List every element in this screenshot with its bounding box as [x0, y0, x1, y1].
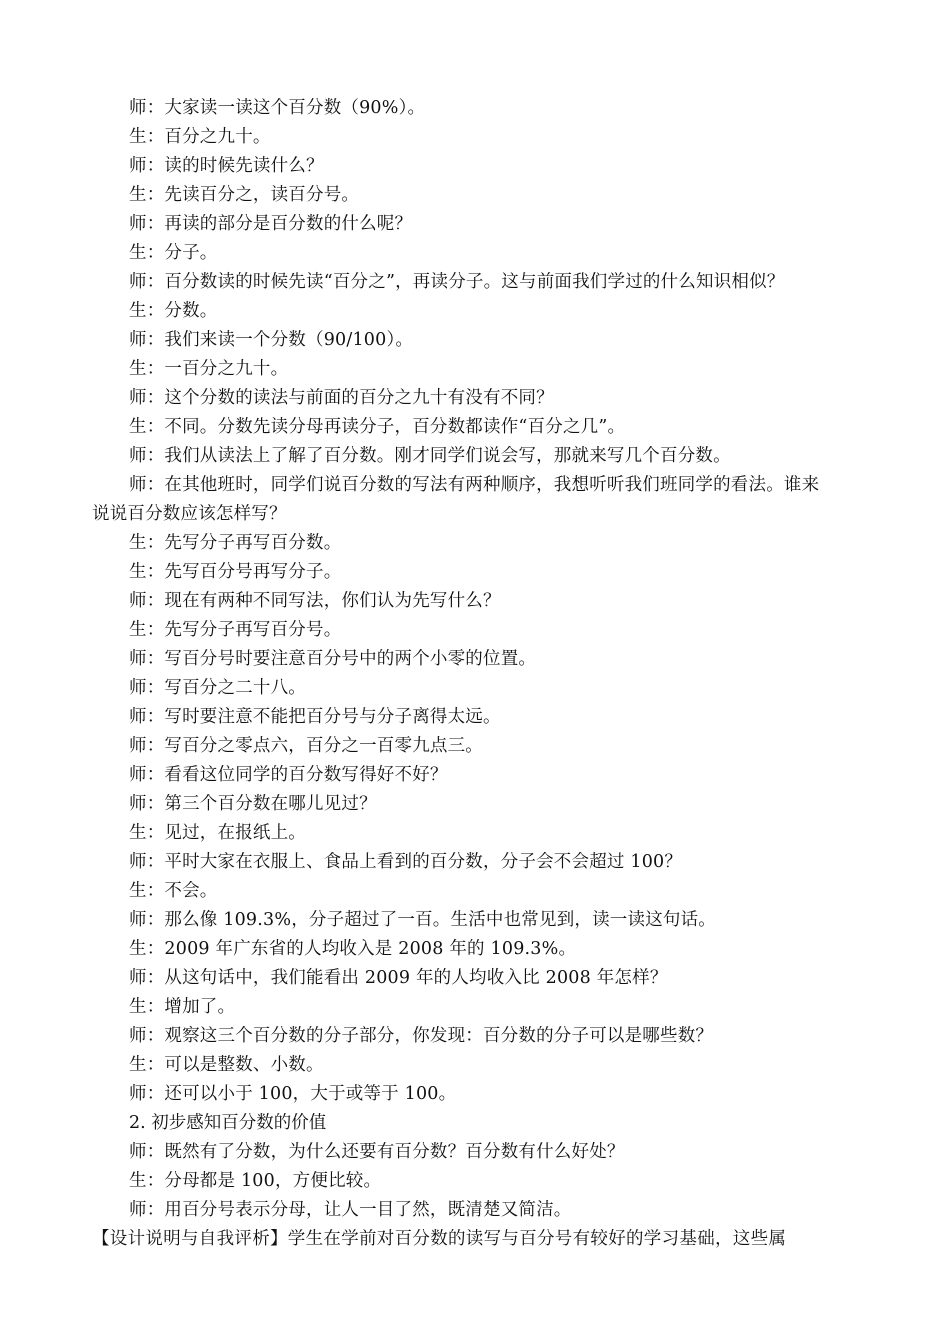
dialogue-line: 师：写百分之二十八。 [129, 678, 306, 698]
dialogue-line: 生：先写分子再写百分数。 [129, 533, 342, 553]
dialogue-line: 生：百分之九十。 [129, 127, 271, 147]
dialogue-line: 生：见过，在报纸上。 [129, 823, 306, 843]
dialogue-line: 师：写时要注意不能把百分号与分子离得太远。 [129, 707, 501, 727]
dialogue-line: 生：可以是整数、小数。 [129, 1055, 324, 1075]
dialogue-line: 生：先读百分之，读百分号。 [129, 185, 360, 205]
paragraph-first-line: 师：在其他班时，同学们说百分数的写法有两种顺序，我想听听我们班同学的看法。谁来 [129, 475, 820, 495]
dialogue-line: 师：观察这三个百分数的分子部分，你发现：百分数的分子可以是哪些数？ [129, 1026, 714, 1046]
dialogue-line: 师：这个分数的读法与前面的百分之九十有没有不同？ [129, 388, 554, 408]
dialogue-line: 生：一百分之九十。 [129, 359, 289, 379]
dialogue-line: 师：平时大家在衣服上、食品上看到的百分数，分子会不会超过 100？ [129, 852, 683, 872]
dialogue-line: 生：增加了。 [129, 997, 236, 1017]
dialogue-line: 师：我们从读法上了解了百分数。刚才同学们说会写，那就来写几个百分数。 [129, 446, 731, 466]
wrapped-paragraph [92, 471, 872, 529]
dialogue-line: 师：再读的部分是百分数的什么呢？ [129, 214, 413, 234]
dialogue-line: 师：第三个百分数在哪儿见过？ [129, 794, 377, 814]
dialogue-line: 师：看看这位同学的百分数写得好不好？ [129, 765, 448, 785]
dialogue-line: 师：读的时候先读什么？ [129, 156, 324, 176]
dialogue-line: 生：2009 年广东省的人均收入是 2008 年的 109.3%。 [129, 939, 577, 959]
dialogue-line: 师：用百分号表示分母，让人一目了然，既清楚又简洁。 [129, 1200, 572, 1220]
dialogue-line: 师：百分数读的时候先读“百分之”，再读分子。这与前面我们学过的什么知识相似？ [129, 272, 785, 292]
dialogue-line: 师：现在有两种不同写法，你们认为先写什么？ [129, 591, 501, 611]
dialogue-line: 师：那么像 109.3%，分子超过了一百。生活中也常见到，读一读这句话。 [129, 910, 716, 930]
section-heading: 2. 初步感知百分数的价值 [129, 1113, 327, 1133]
dialogue-line: 师：写百分之零点六，百分之一百零九点三。 [129, 736, 483, 756]
dialogue-line: 生：不会。 [129, 881, 218, 901]
design-note: 【设计说明与自我评析】学生在学前对百分数的读写与百分号有较好的学习基础，这些属 [92, 1229, 787, 1249]
dialogue-line: 生：分数。 [129, 301, 218, 321]
dialogue-line: 生：先写分子再写百分号。 [129, 620, 342, 640]
dialogue-line: 生：不同。分数先读分母再读分子，百分数都读作“百分之几”。 [129, 417, 626, 437]
dialogue-line: 生：分子。 [129, 243, 218, 263]
paragraph-continuation-line: 说说百分数应该怎样写？ [92, 504, 287, 524]
dialogue-line: 生：先写百分号再写分子。 [129, 562, 342, 582]
dialogue-line: 师：大家读一读这个百分数（90%）。 [129, 98, 426, 118]
dialogue-line: 师：既然有了分数，为什么还要有百分数？百分数有什么好处？ [129, 1142, 625, 1162]
dialogue-line: 师：还可以小于 100，大于或等于 100。 [129, 1084, 457, 1104]
dialogue-line: 师：我们来读一个分数（90/100）。 [129, 330, 414, 350]
dialogue-line: 师：写百分号时要注意百分号中的两个小零的位置。 [129, 649, 537, 669]
document-body [92, 94, 872, 1254]
dialogue-line: 师：从这句话中，我们能看出 2009 年的人均收入比 2008 年怎样？ [129, 968, 668, 988]
dialogue-line: 生：分母都是 100，方便比较。 [129, 1171, 382, 1191]
